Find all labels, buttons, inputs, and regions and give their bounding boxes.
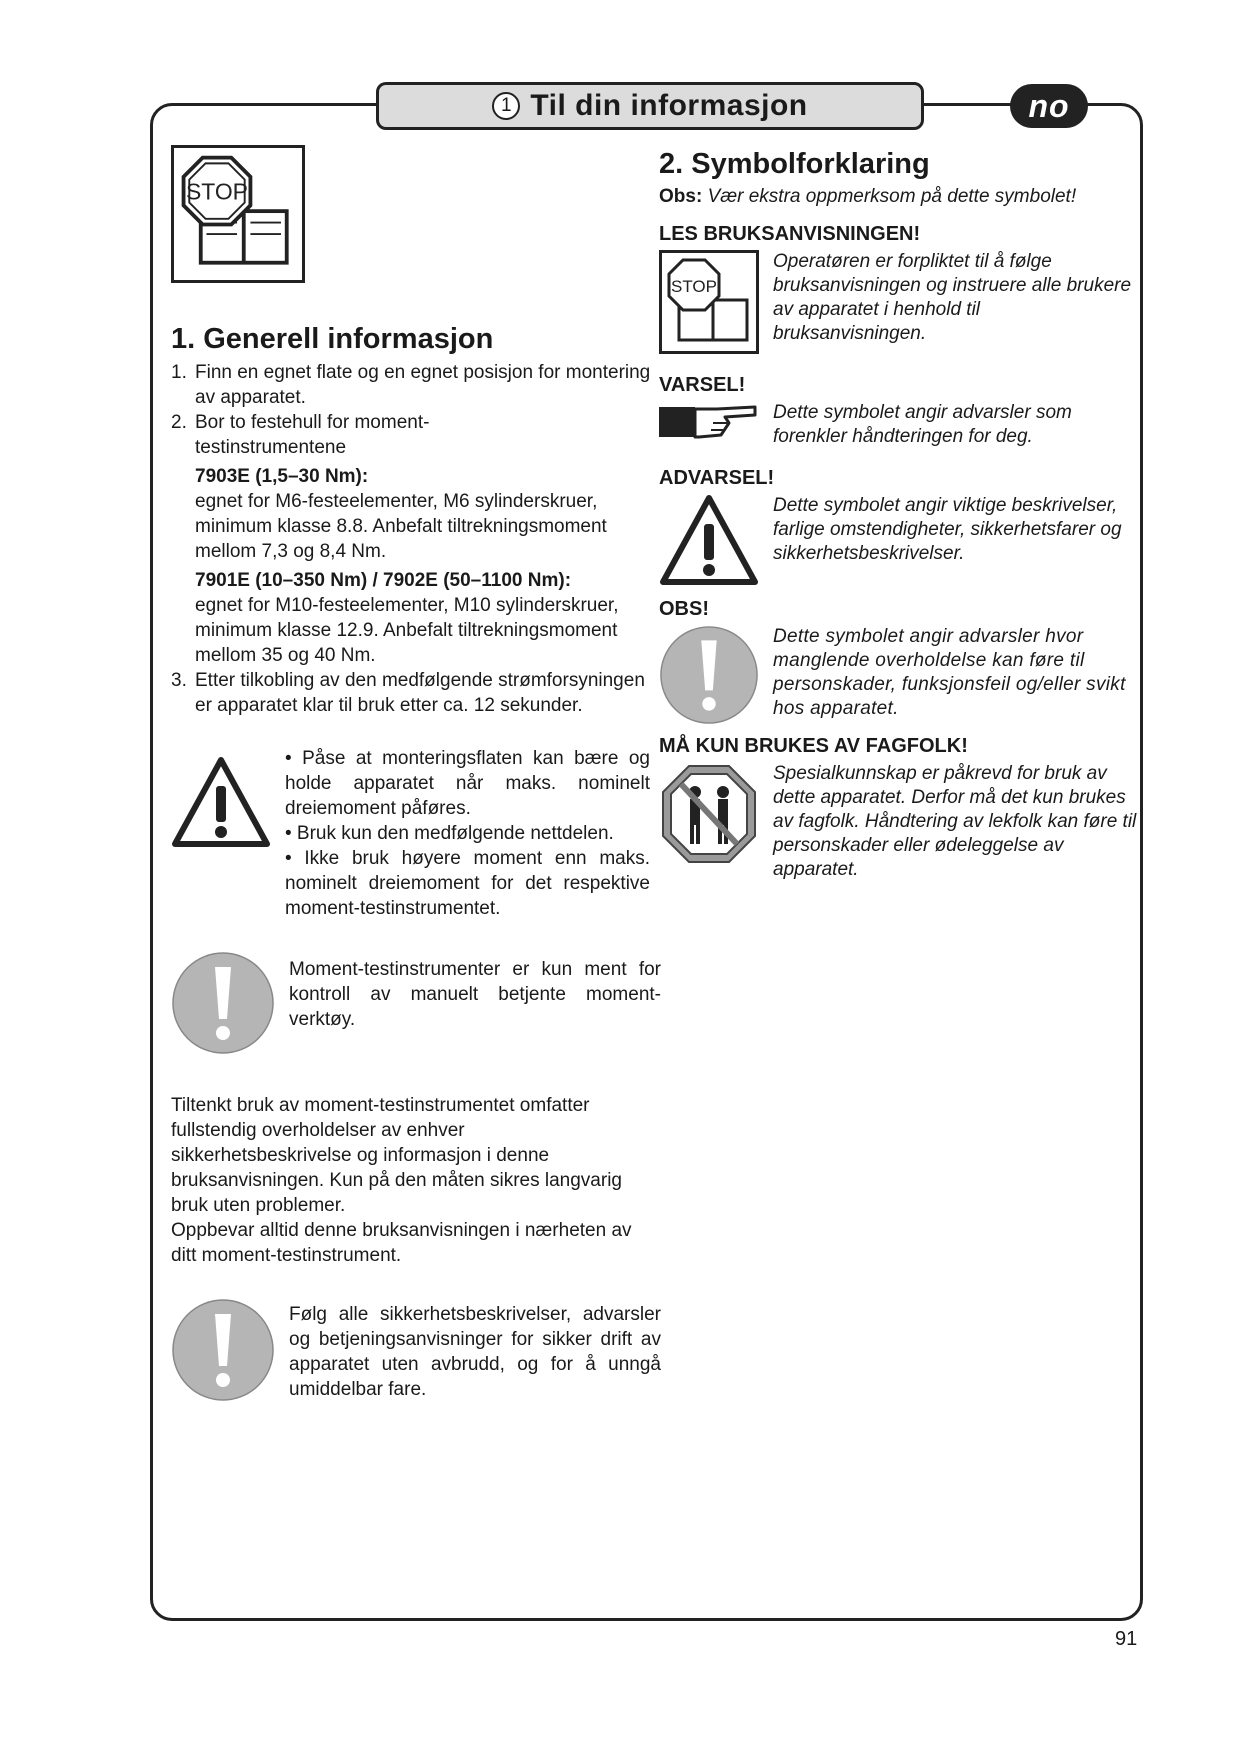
warning-bullet: • Ikke bruk høyere moment enn maks. nominelt dreiemoment for det respektive moment-testinstrumentet. [285, 848, 650, 919]
notice-block [171, 951, 661, 1055]
les-text: Operatøren er forpliktet til å følge bruksanvisningen og instruere alle brukere av apparatet i henhold til bruksanvisningen. [773, 251, 1132, 344]
notice-block [171, 1298, 661, 1402]
obs-label: Obs: [659, 186, 703, 207]
advarsel-text: Dette symbolet angir viktige beskrivelser, farlige omstendigheter, sikkerhetsfarer og sikkerhetsbeskrivelser. [773, 495, 1122, 564]
obs-line [659, 185, 1137, 209]
list-item: 2. Bor to festehull for moment-testinstrumentene [171, 412, 430, 458]
list-item: 1. Finn en egnet flate og en egnet posisjon for montering av apparatet. [171, 362, 651, 408]
stop-book-icon [171, 145, 305, 283]
obs2-block [659, 625, 1137, 725]
storage-paragraph: Oppbevar alltid denne bruksanvisningen i nærheten av ditt moment-testinstrument. [171, 1220, 632, 1266]
right-column [659, 148, 1137, 882]
warning-bullet: • Påse at monteringsflaten kan bære og holde apparatet når maks. nominelt dreiemoment påføres. [285, 748, 650, 819]
exclamation-circle-icon [659, 625, 759, 725]
notice-text: Moment-testinstrumenter er kun ment for kontroll av manuelt betjente moment-verktøy. [289, 959, 661, 1030]
stop-text: STOP [671, 277, 717, 296]
left-column [171, 145, 661, 1402]
varsel-block [659, 401, 1137, 449]
section-title-bar [376, 82, 924, 130]
warning-block [171, 746, 661, 921]
varsel-label: VARSEL! [659, 374, 746, 396]
fagfolk-text: Spesialkunnskap er påkrevd for bruk av dette apparatet. Derfor må det kun brukes av fagfolk. Håndtering av lekfolk kan føre til personskader eller ødeleggelse av apparatet. [773, 763, 1137, 880]
exclamation-circle-icon [171, 951, 275, 1055]
section-number: 1 [492, 92, 520, 120]
advarsel-block [659, 494, 1137, 586]
obs-text: Vær ekstra oppmerksom på dette symbolet! [707, 186, 1077, 207]
obs2-label: OBS! [659, 598, 709, 620]
symbol-heading: 2. Symbolforklaring [659, 148, 930, 180]
advarsel-label: ADVARSEL! [659, 467, 775, 489]
stop-text: STOP [186, 178, 248, 205]
intended-use-paragraph: Tiltenkt bruk av moment-testinstrumentet omfatter fullstendig overholdelser av enhver sikkerhetsbeskrivelse og informasjon i denne bruksanvisningen. Kun på den måten sikres langvarig bruk uten problemer. [171, 1095, 622, 1216]
language-badge: no [1010, 84, 1088, 128]
list-item: 3. Etter tilkobling av den medfølgende strømforsyningen er apparatet klar til bruk etter ca. 12 sekunder. [171, 670, 645, 716]
varsel-text: Dette symbolet angir advarsler som forenkler håndteringen for deg. [773, 402, 1072, 447]
warning-bullet: • Bruk kun den medfølgende nettdelen. [285, 823, 614, 844]
professionals-only-icon [659, 762, 759, 866]
section-title: Til din informasjon [530, 89, 808, 122]
warning-triangle-icon [171, 756, 271, 848]
pointing-hand-icon [659, 401, 759, 443]
model-7903e-text: egnet for M6-festeelementer, M6 sylinderskruer, minimum klasse 8.8. Anbefalt tiltrekningsmoment mellom 7,3 og 8,4 Nm. [195, 491, 607, 562]
stop-book-icon [659, 250, 759, 354]
fagfolk-block [659, 762, 1137, 882]
page-number: 91 [1115, 1628, 1138, 1650]
les-block [659, 250, 1137, 354]
warning-triangle-icon [659, 494, 759, 586]
obs2-text: Dette symbolet angir advarsler hvor manglende overholdelse kan føre til personskader, funksjonsfeil og/eller svikt hos apparatet. [773, 626, 1126, 719]
les-label: LES BRUKSANVISNINGEN! [659, 223, 921, 245]
fagfolk-label: MÅ KUN BRUKES AV FAGFOLK! [659, 735, 968, 757]
exclamation-circle-icon [171, 1298, 275, 1402]
model-7901e-text: egnet for M10-festeelementer, M10 sylinderskruer, minimum klasse 12.9. Anbefalt tiltrekningsmoment mellom 35 og 40 Nm. [195, 595, 619, 666]
model-7901e-title: 7901E (10–350 Nm) / 7902E (50–1100 Nm): [195, 570, 572, 591]
notice-text: Følg alle sikkerhetsbeskrivelser, advarsler og betjeningsanvisninger for sikker drift av apparatet uten avbrudd, og for å unngå umiddelbar fare. [289, 1304, 661, 1400]
general-info-heading: 1. Generell informasjon [171, 323, 494, 355]
model-7903e-title: 7903E (1,5–30 Nm): [195, 466, 369, 487]
